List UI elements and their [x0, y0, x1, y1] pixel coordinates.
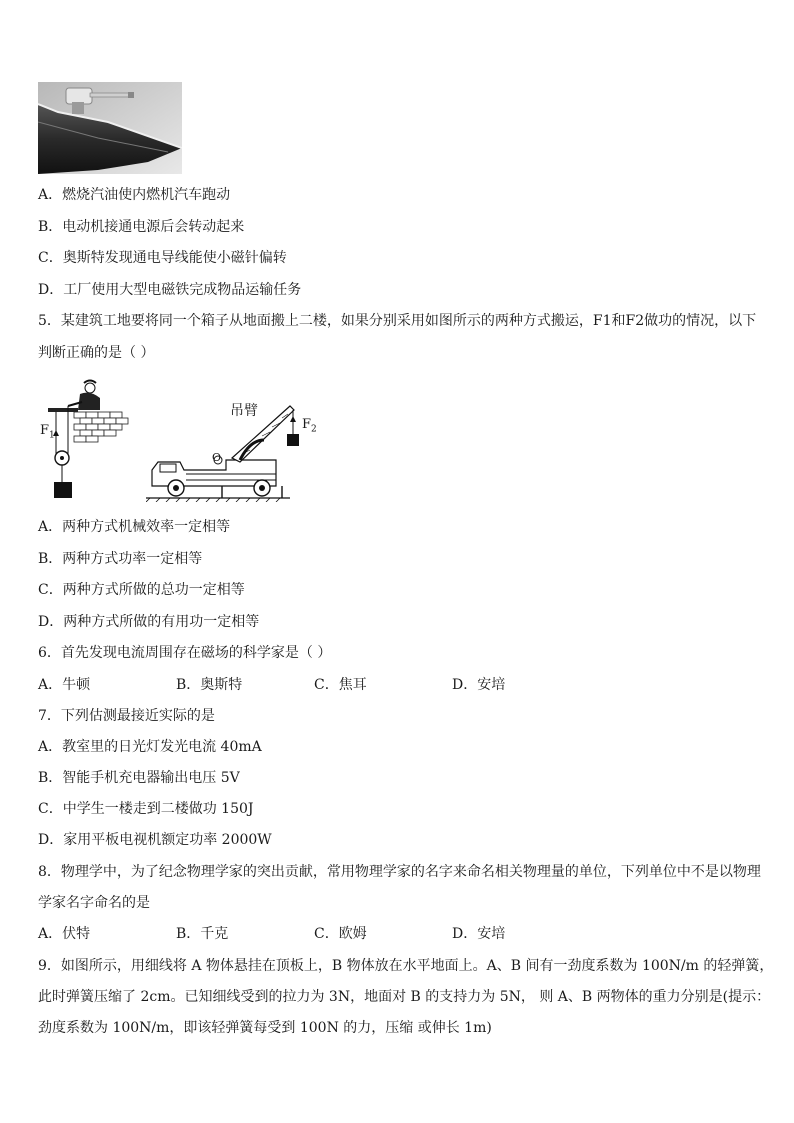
q8-option-c: C．欧姆: [314, 926, 367, 942]
q5-option-b: B．两种方式功率一定相等: [38, 551, 203, 567]
label-o: O: [212, 451, 222, 464]
ship-photo: [38, 82, 182, 174]
q7-stem: 7．下列估测最接近实际的是: [38, 708, 215, 724]
q5-stem-line1: 5．某建筑工地要将同一个箱子从地面搬上二楼，如果分别采用如图所示的两种方式搬运，F1和F2做功的情况，以下: [38, 313, 757, 329]
q8-option-a: A．伏特: [38, 926, 91, 942]
q8-option-b: B．千克: [176, 926, 229, 942]
q4-option-c: C．奥斯特发现通电导线能使小磁针偏转: [38, 250, 287, 266]
q6-stem: 6．首先发现电流周围存在磁场的科学家是（ ）: [38, 645, 332, 661]
q4-option-a: A．燃烧汽油使内燃机汽车跑动: [38, 187, 231, 203]
q5-option-d: D．两种方式所做的有用功一定相等: [38, 614, 260, 630]
label-f1: $F_1$: [40, 423, 55, 441]
q6-option-a: A．牛顿: [38, 677, 91, 693]
q5-stem-line2: 判断正确的是（ ）: [38, 345, 155, 361]
label-boom: 吊臂: [230, 403, 258, 419]
q6-option-b: B．奥斯特: [176, 677, 243, 693]
label-f2: $F_2$: [302, 417, 317, 435]
q5-option-c: C．两种方式所做的总功一定相等: [38, 582, 245, 598]
q8-option-d: D．安培: [452, 926, 506, 942]
q8-stem-line2: 学家名字命名的是: [38, 895, 150, 911]
q9-stem-line1: 9．如图所示，用细线将 A 物体悬挂在顶板上，B 物体放在水平地面上。A、B 间有一劲度系数为 100N/m 的轻弹簧，: [38, 958, 774, 974]
q9-stem-line2: 此时弹簧压缩了 2cm。已知细线受到的拉力为 3N，地面对 B 的支持力为 5N， 则 A、B 两物体的重力分别是(提示：: [38, 989, 771, 1005]
q4-option-d: D．工厂使用大型电磁铁完成物品运输任务: [38, 282, 302, 298]
q9-stem-line3: 劲度系数为 100N/m，即该轻弹簧每受到 100N 的力，压缩 或伸长 1m): [38, 1020, 492, 1036]
q7-option-a: A．教室里的日光灯发光电流 40mA: [38, 739, 262, 755]
q7-option-d: D．家用平板电视机额定功率 2000W: [38, 832, 272, 848]
q8-stem-line1: 8．物理学中，为了纪念物理学家的突出贡献，常用物理学家的名字来命名相关物理量的单位，下列单位中不是以物理: [38, 864, 761, 880]
q7-option-c: C．中学生一楼走到二楼做功 150J: [38, 801, 254, 817]
q7-option-b: B．智能手机充电器输出电压 5V: [38, 770, 240, 786]
q4-option-b: B．电动机接通电源后会转动起来: [38, 219, 245, 235]
q5-option-a: A．两种方式机械效率一定相等: [38, 519, 231, 535]
q6-option-c: C．焦耳: [314, 677, 367, 693]
q6-option-d: D．安培: [452, 677, 506, 693]
